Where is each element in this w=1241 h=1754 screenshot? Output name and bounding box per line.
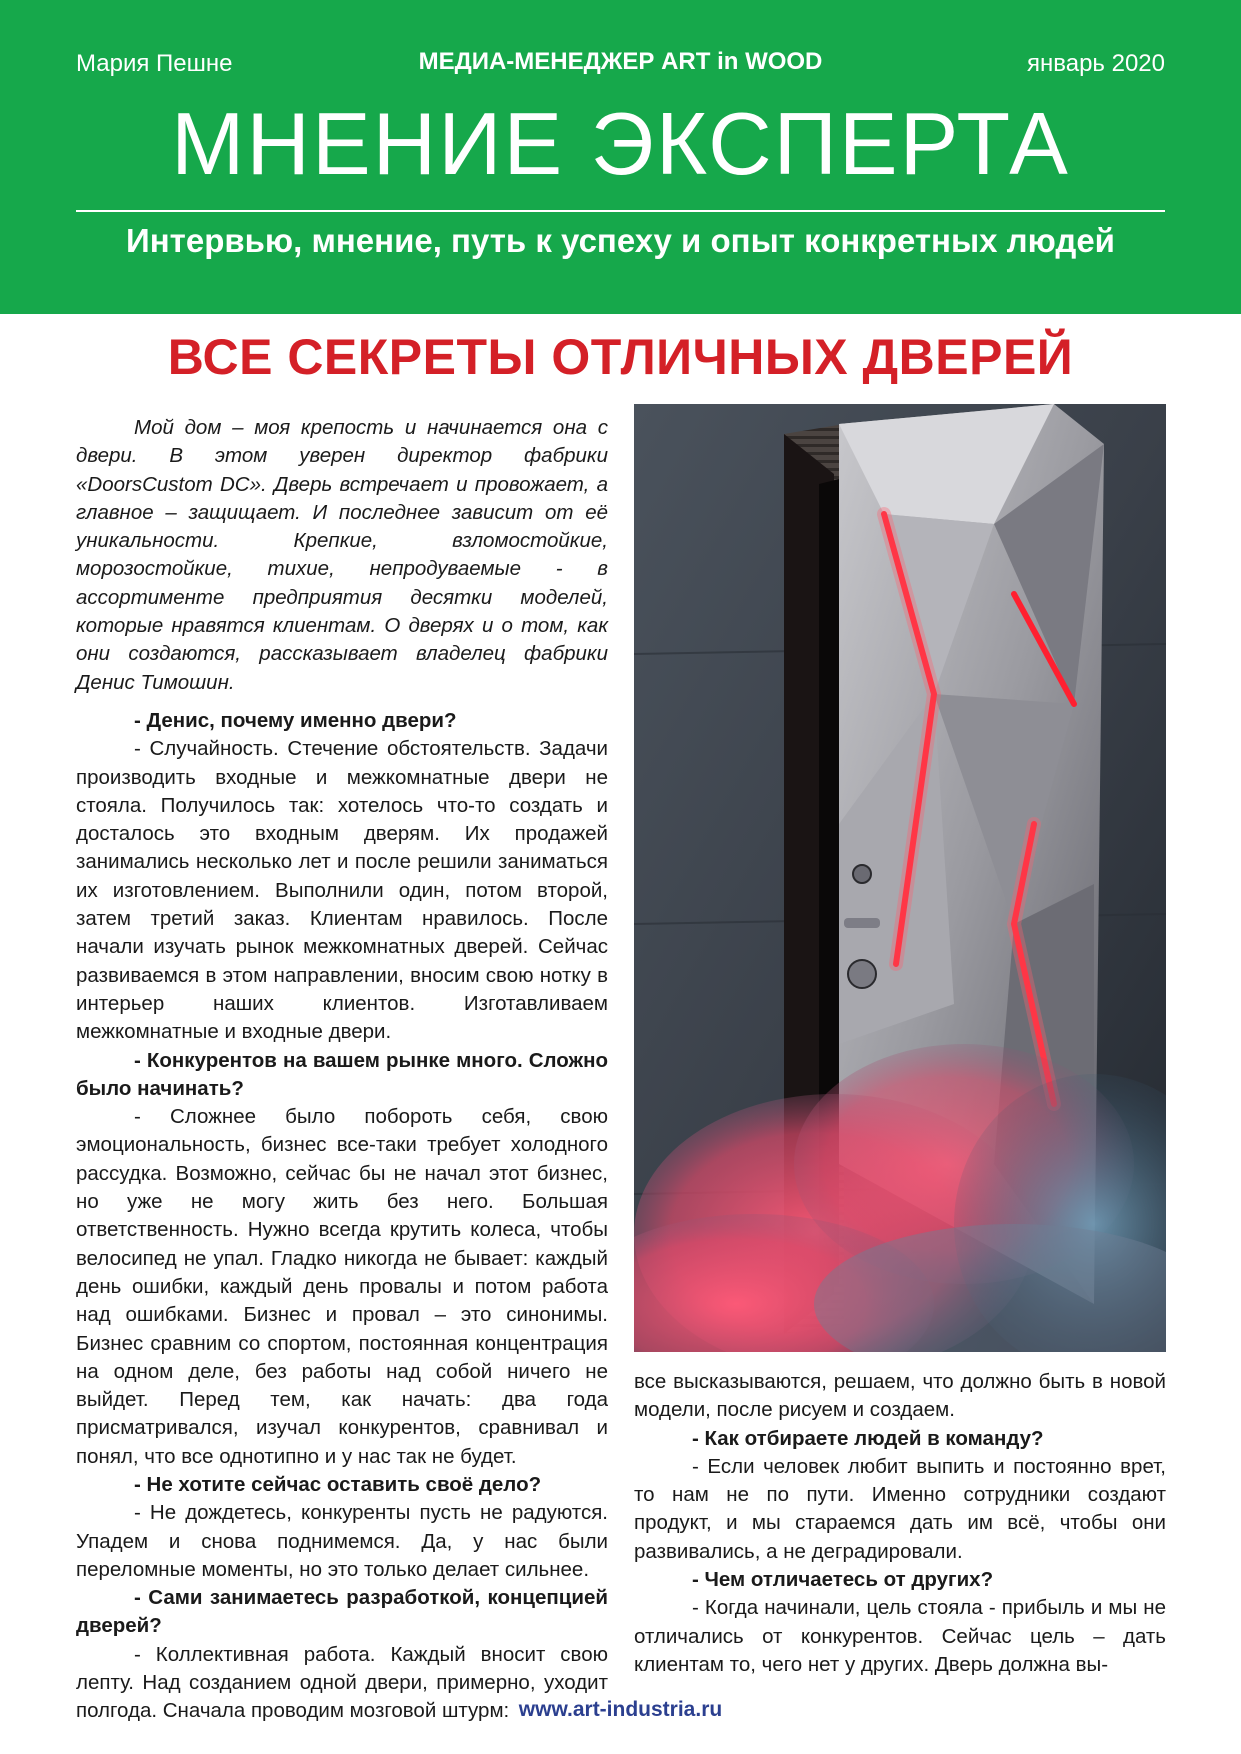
rubric-title: МНЕНИЕ ЭКСПЕРТА: [171, 94, 1070, 193]
text-column-right: [634, 1368, 1166, 1679]
door-photo: [634, 404, 1166, 1352]
text-column-left: [76, 414, 608, 1726]
question: - Как отбираете людей в команду?: [692, 1426, 1044, 1450]
author-name: Мария Пешне: [76, 50, 233, 77]
answer: - Сложнее было побороть себя, свою эмоциональность, бизнес все-таки требует холодного рассудка. Возможно, сейчас бы не начал этот бизнес, но уже не могу жить без него. Большая ответственность. Нужно всегда крутить колеса, чтобы велосипед не упал. Гладко никогда не бывает: каждый день ошибки, каждый день провалы и потом работа над ошибками. Бизнес и провал – это синонимы. Бизнес сравним со спортом, постоянная концентрация на одном деле, без работы над собой ничего не выйдет. Перед тем, как начать: два года присматривался, изучал конкурентов, сравнивал и понял, что все однотипно и у нас так не будет.: [76, 1105, 608, 1468]
question: - Не хотите сейчас оставить своё дело?: [134, 1472, 542, 1496]
article-lead: Мой дом – моя крепость и начинается она с двери. В этом уверен директор фабрики «DoorsCustom DC». Дверь встречает и провожает, а главное – защищает. И последнее зависит от её уникальности. Крепкие, взломостойкие, морозостойкие, тихие, непродуваемые - в ассортименте предприятия десятки моделей, которые нравятся клиентам. О дверях и о том, как они создаются, рассказывает владелец фабрики Денис Тимошин.: [76, 416, 608, 694]
door-illustration: [634, 404, 1166, 1352]
answer: - Коллективная работа. Каждый вносит свою лепту. Над созданием одной двери, примерно, уходит полгода. Сначала проводим мозговой штурм:: [76, 1642, 608, 1723]
question: - Сами занимаетесь разработкой, концепцией дверей?: [76, 1586, 608, 1638]
rubric-subtitle: Интервью, мнение, путь к успеху и опыт конкретных людей: [126, 222, 1115, 259]
question: - Конкурентов на вашем рынке много. Сложно было начинать?: [76, 1048, 608, 1100]
answer: - Случайность. Стечение обстоятельств. Задачи производить входные и межкомнатные двери не стояла. Получилось так: хотелось что-то создать и досталось это входным дверям. Их продажей занимались несколько лет и после решили заниматься их изготовлением. Выполнили один, потом второй, затем третий заказ. Клиентам нравилось. После начали изучать рынок межкомнатных дверей. Сейчас развиваемся в этом направлении, вносим свою нотку в интерьер наших клиентов. Изготавливаем межкомнатные и входные двери.: [76, 737, 608, 1044]
header-band: [0, 0, 1241, 314]
question: - Чем отличаетесь от других?: [692, 1568, 994, 1592]
article-headline: ВСЕ СЕКРЕТЫ ОТЛИЧНЫХ ДВЕРЕЙ: [167, 329, 1074, 385]
website-link[interactable]: www.art-industria.ru: [518, 1698, 723, 1721]
question: - Денис, почему именно двери?: [134, 708, 457, 732]
magazine-section: МЕДИА-МЕНЕДЖЕР ART in WOOD: [418, 48, 823, 75]
answer: - Если человек любит выпить и постоянно врет, то нам не по пути. Именно сотрудники создают продукт, и мы стараемся дать им всё, чтобы они развивались, а не деградировали.: [634, 1454, 1166, 1563]
answer: - Не дождетесь, конкуренты пусть не радуются. Упадем и снова поднимемся. Да, у нас были переломные моменты, но это только делает сильнее.: [76, 1501, 608, 1581]
answer-continued: все высказываются, решаем, что должно быть в новой модели, после рисуем и создаем.: [634, 1370, 1166, 1422]
issue-date: январь 2020: [1027, 50, 1165, 77]
answer: - Когда начинали, цель стояла - прибыль и мы не отличались от конкурентов. Сейчас цель – дать клиентам то, чего нет у других. Дверь должна вы-: [634, 1596, 1166, 1676]
header-divider: [76, 210, 1165, 212]
